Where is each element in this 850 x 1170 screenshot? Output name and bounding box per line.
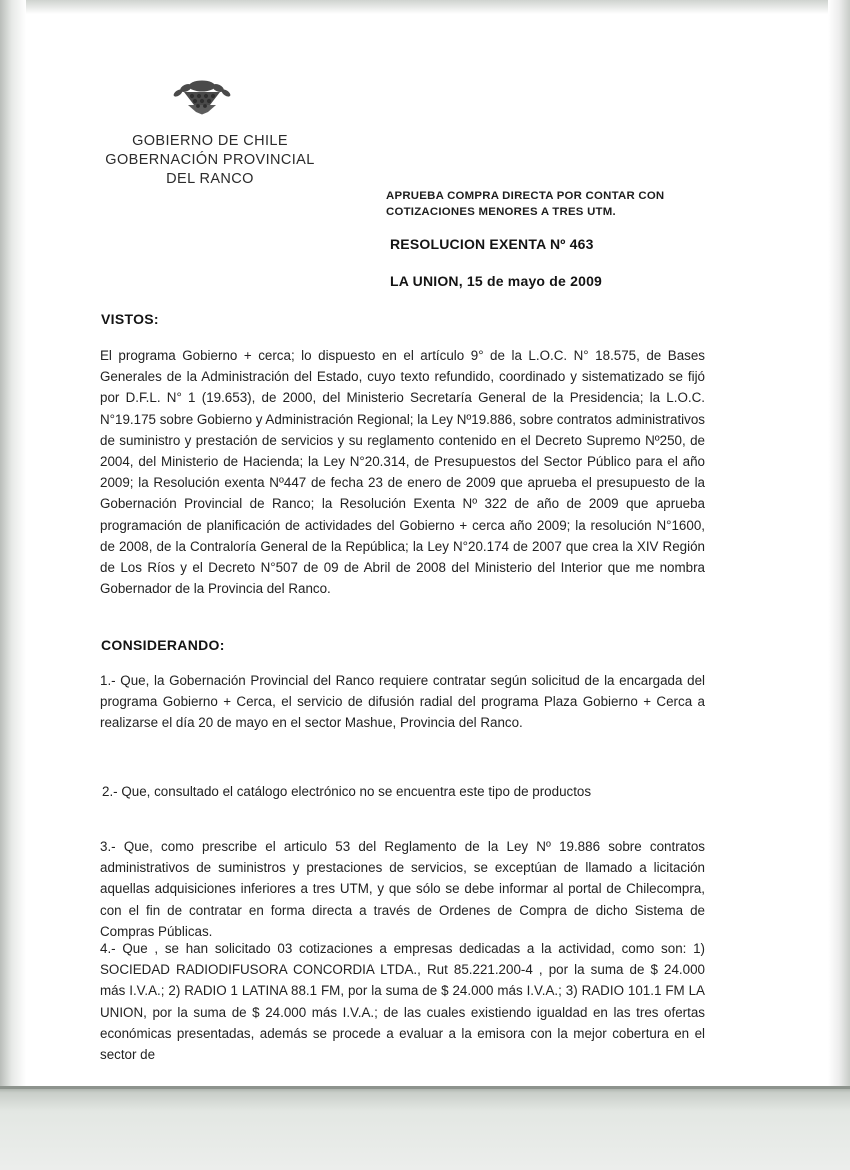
considerando-item-2: 2.- Que, consultado el catálogo electrónico no se encuentra este tipo de productos — [102, 784, 592, 799]
chile-coat-of-arms-icon — [162, 72, 242, 116]
document-subject: APRUEBA COMPRA DIRECTA POR CONTAR CON COTIZACIONES MENORES A TRES UTM. — [386, 190, 665, 218]
institution-heading — [60, 132, 360, 189]
considerando-title: CONSIDERANDO: — [101, 637, 225, 653]
considerando-item-4: 4.- Que , se han solicitado 03 cotizaciones a empresas dedicadas a la actividad, como son: 1) SOCIEDAD RADIODIFUSORA CONCORDIA LTDA., Rut 85.221.200-4 , por la suma de $ 24.000 más I.V.A.; 2) RADIO 1 LATINA 88.1 FM, por la suma de $ 24.000 más I.V.A.; 3) RADIO 101.1 FM LA UNION, por la suma de $ 24.000 más I.V.A.; de las cuales existiendo igualdad en las tres ofertas económicas presentadas, además se procede a evaluar a la emisora con la mejor cobertura en el sector de — [100, 941, 705, 1063]
scan-bottom-shadow — [0, 1086, 850, 1170]
considerando-item-1: 1.- Que, la Gobernación Provincial del Ranco requiere contratar según solicitud de la encargada del programa Gobierno + Cerca, el servicio de difusión radial del programa Plaza Gobierno + Cerca a realizarse el día 20 de mayo en el sector Mashue, Provincia del Ranco. — [100, 673, 705, 731]
institution-line-3: DEL RANCO — [166, 171, 254, 187]
institution-line-2: GOBERNACIÓN PROVINCIAL — [105, 152, 315, 168]
vistos-title: VISTOS: — [101, 311, 159, 327]
resolution-number: RESOLUCION EXENTA Nº 463 — [390, 236, 594, 252]
considerando-item-3: 3.- Que, como prescribe el articulo 53 del Reglamento de la Ley Nº 19.886 sobre contratos administrativos de suministros y prestaciones de servicios, se exceptúan de llamado a licitación aquellas adquisiciones inferiores a tres UTM, y que sólo se debe informar al portal de Chilecompra, con el fin de contratar en forma directa a través de Ordenes de Compra de dicho Sistema de Compras Públicas. — [100, 839, 705, 939]
place-and-date: LA UNION, 15 de mayo de 2009 — [390, 273, 603, 289]
institution-line-1: GOBIERNO DE CHILE — [132, 133, 288, 149]
vistos-body: El programa Gobierno + cerca; lo dispuesto en el artículo 9° de la L.O.C. N° 18.575, de Bases Generales de la Administración del Estado, cuyo texto refundido, coordinado y sistematizado se fijó por D.F.L. N° 1 (19.653), de 2000, del Ministerio Secretaría General de la Presidencia; la L.O.C. N°19.175 sobre Gobierno y Administración Regional; la Ley Nº19.886, sobre contratos administrativos de suministro y prestación de servicios y su reglamento contenido en el Decreto Supremo Nº250, de 2004, del Ministerio de Hacienda; la Ley N°20.314, de Presupuestos del Sector Público para el año 2009; la Resolución exenta Nº447 de fecha 23 de enero de 2009 que aprueba el presupuesto de la Gobernación Provincial de Ranco; la Resolución Exenta Nº 322 de año de 2009 que aprueba programación de planificación de actividades del Gobierno + cerca año 2009; la resolución N°1600, de 2008, de la Contraloría General de la República; la Ley N°20.174 de 2007 que crea la XIV Región de Los Ríos y el Decreto N°507 de 09 de Abril de 2008 del Ministerio del Interior que me nombra Gobernador de la Provincia del Ranco. — [100, 348, 705, 597]
scan-page-edge-line — [0, 1086, 850, 1089]
